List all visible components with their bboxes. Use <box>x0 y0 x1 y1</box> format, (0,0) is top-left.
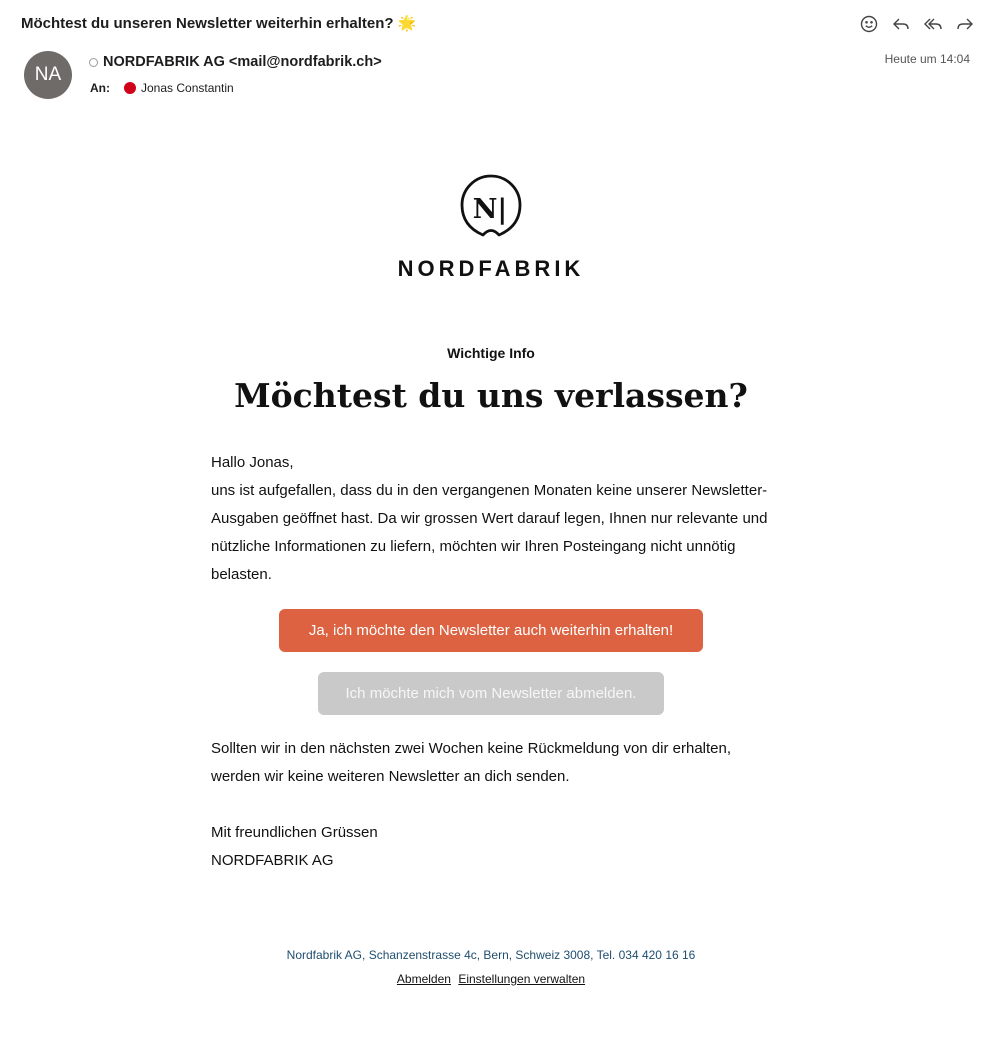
message-toolbar <box>859 14 975 34</box>
recipient-dot-icon <box>124 82 136 94</box>
forward-icon[interactable] <box>955 14 975 34</box>
body-paragraph-1 <box>211 449 781 589</box>
recipient[interactable]: Jonas Constantin <box>141 81 234 95</box>
headline: Möchtest du uns verlassen? <box>234 376 748 415</box>
sender-line <box>89 54 382 70</box>
signoff <box>211 819 781 875</box>
email-subject: Möchtest du unseren Newsletter weiterhin erhalten? 🌟 <box>21 15 417 32</box>
emoji-icon[interactable] <box>859 14 879 34</box>
greeting: Hallo Jonas, <box>211 454 294 471</box>
keep-subscription-button[interactable]: Ja, ich möchte den Newsletter auch weiterhin erhalten! <box>279 609 703 652</box>
nordfabrik-logo-icon <box>457 172 525 240</box>
body-paragraph-2: Sollten wir in den nächsten zwei Wochen keine Rückmeldung von dir erhalten, werden wir keine weiteren Newsletter an dich senden. <box>211 740 732 785</box>
to-label: An: <box>90 81 110 95</box>
footer-links <box>0 972 982 986</box>
avatar: NA <box>24 51 72 99</box>
recipient-line <box>90 81 234 95</box>
footer-settings-link[interactable]: Einstellungen verwalten <box>458 972 586 986</box>
closing: Mit freundlichen Grüssen <box>211 824 378 841</box>
status-ring-icon <box>89 58 98 67</box>
footer-unsubscribe-link[interactable]: Abmelden <box>396 972 451 986</box>
footer-address: Nordfabrik AG, Schanzenstrasse 4c, Bern, Schweiz 3008, Tel. 034 420 16 16 <box>286 948 696 962</box>
intro-text: uns ist aufgefallen, dass du in den vergangenen Monaten keine unserer Newsletter-Ausgaben geöffnet hast. Da wir grossen Wert darauf legen, Ihnen nur relevante und nützliche Informationen zu liefern, möchten wir Ihren Posteingang nicht unnötig belasten. <box>211 482 768 583</box>
kicker: Wichtige Info <box>447 345 535 361</box>
logo-mark-text: N| <box>472 194 508 225</box>
timestamp: Heute um 14:04 <box>884 52 970 66</box>
reply-all-icon[interactable] <box>923 14 943 34</box>
unsubscribe-button[interactable]: Ich möchte mich vom Newsletter abmelden. <box>318 672 664 715</box>
logo-wordmark: NORDFABRIK <box>397 256 585 281</box>
signature: NORDFABRIK AG <box>211 852 334 869</box>
sender[interactable]: NORDFABRIK AG <mail@nordfabrik.ch> <box>103 54 382 70</box>
reply-icon[interactable] <box>891 14 911 34</box>
